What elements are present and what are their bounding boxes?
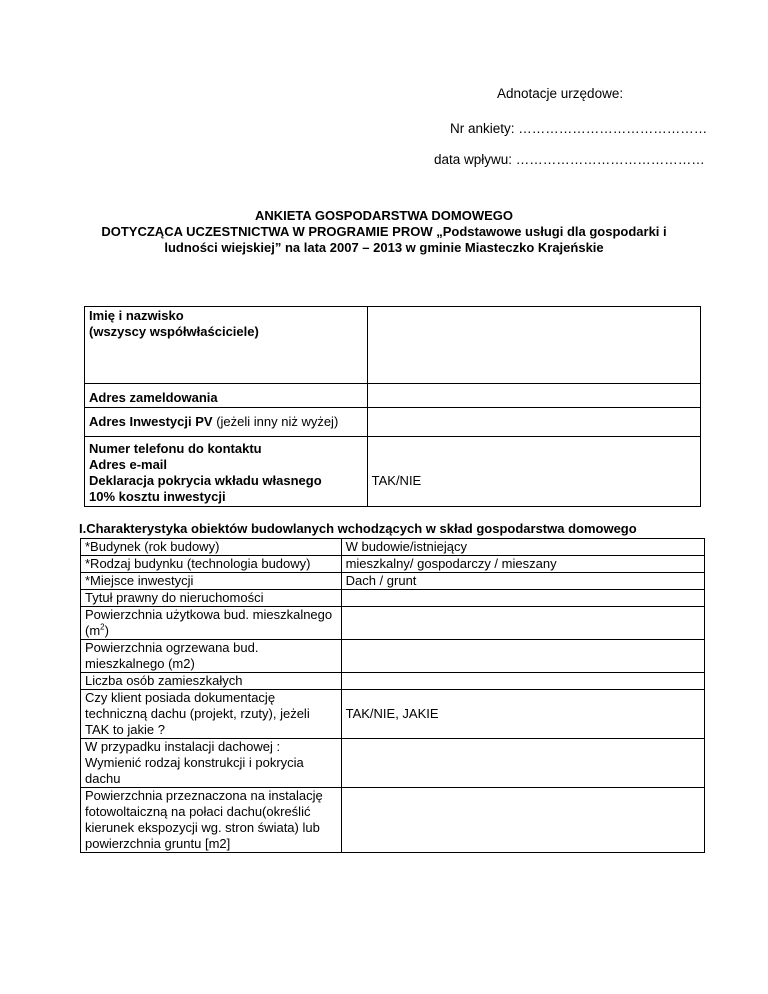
roof-documentation-label: Czy klient posiada dokumentację techniczną dachu (projekt, rzuty), jeżeli TAK to jakie ? (81, 690, 342, 739)
title-line-1: ANKIETA GOSPODARSTWA DOMOWEGO (254, 208, 514, 223)
usable-area-label-a: Powierzchnia użytkowa bud. mieszkalnego (m (85, 607, 333, 638)
buildings-section-title: I.Charakterystyka obiektów budowlanych wchodzących w skład gospodarstwa domowego (79, 521, 637, 536)
pv-area-label: Powierzchnia przeznaczona na instalację fotowoltaiczną na połaci dachu(określić kierunek ekspozycji wg. stron świata) lub powierzchnia gruntu [m2] (81, 788, 342, 853)
building-type-value[interactable]: mieszkalny/ gospodarczy / mieszany (341, 556, 704, 573)
roof-construction-label: W przypadku instalacji dachowej : Wymienić rodzaj konstrukcji i pokrycia dachu (81, 739, 342, 788)
legal-title-field[interactable] (341, 590, 704, 607)
survey-number-field: Nr ankiety: …………………………………… (450, 121, 708, 136)
name-label (85, 307, 368, 384)
official-annotations-label: Adnotacje urzędowe: (497, 86, 624, 101)
legal-title-label: Tytuł prawny do nieruchomości (81, 590, 342, 607)
heated-area-field[interactable] (341, 640, 704, 673)
contribution-label-line-1: Deklaracja pokrycia wkładu własnego (89, 473, 322, 488)
pv-address-label (85, 408, 368, 437)
year-built-value[interactable]: W budowie/istniejący (341, 539, 704, 556)
address-field[interactable] (367, 384, 700, 408)
name-label-line-2: (wszyscy współwłaściciele) (89, 324, 259, 339)
pv-address-note: (jeżeli inny niż wyżej) (216, 414, 339, 429)
address-label-text: Adres zameldowania (89, 390, 218, 405)
residents-count-label: Liczba osób zamieszkałych (81, 673, 342, 690)
address-label (85, 384, 368, 408)
title-line-3: ludności wiejskiej” na lata 2007 – 2013 w gminie Miasteczko Krajeńskie (164, 240, 604, 255)
residents-count-field[interactable] (341, 673, 704, 690)
buildings-table (80, 538, 705, 853)
contact-labels (85, 437, 368, 507)
roof-construction-field[interactable] (341, 739, 704, 788)
phone-label: Numer telefonu do kontaktu (89, 441, 262, 456)
received-date-field: data wpływu: …………………………………… (434, 152, 705, 167)
investment-place-label: *Miejsce inwestycji (81, 573, 342, 590)
usable-area-label (81, 607, 342, 640)
name-label-line-1: Imię i nazwisko (89, 308, 184, 323)
document-title (60, 208, 708, 256)
pv-area-field[interactable] (341, 788, 704, 853)
year-built-label: *Budynek (rok budowy) (81, 539, 342, 556)
usable-area-label-b: ) (104, 623, 109, 638)
roof-documentation-value[interactable]: TAK/NIE, JAKIE (341, 690, 704, 739)
name-field[interactable] (367, 307, 700, 384)
contribution-value: TAK/NIE (371, 473, 422, 488)
personal-data-table (84, 306, 701, 507)
usable-area-field[interactable] (341, 607, 704, 640)
heated-area-label: Powierzchnia ogrzewana bud. mieszkalnego (m2) (81, 640, 342, 673)
pv-address-label-text: Adres Inwestycji PV (89, 414, 213, 429)
contribution-label-line-2: 10% kosztu inwestycji (89, 489, 226, 504)
usable-area-label-sup: 2 (100, 622, 105, 632)
contribution-field[interactable] (367, 437, 700, 507)
building-type-label: *Rodzaj budynku (technologia budowy) (81, 556, 342, 573)
investment-place-value[interactable]: Dach / grunt (341, 573, 704, 590)
pv-address-field[interactable] (367, 408, 700, 437)
title-line-2: DOTYCZĄCA UCZESTNICTWA W PROGRAMIE PROW „Podstawowe usługi dla gospodarki i (101, 224, 667, 239)
email-label: Adres e-mail (89, 457, 168, 472)
